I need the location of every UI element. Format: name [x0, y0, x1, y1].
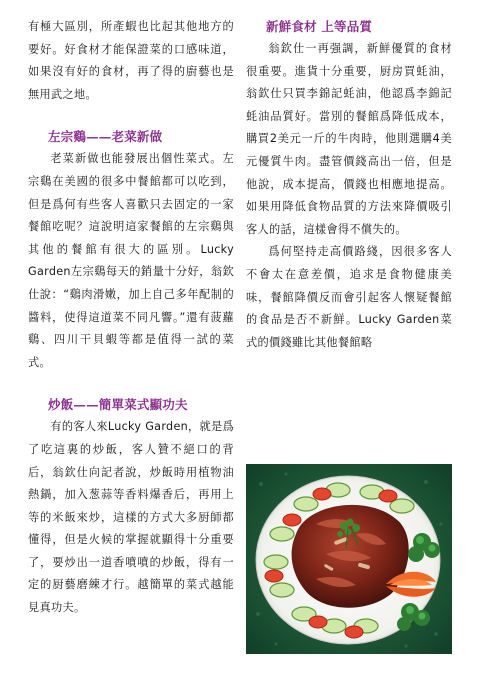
- section-heading-fresh-ingredients: 新鮮食材 上等品質: [266, 19, 373, 34]
- section-heading-zuozong-chicken: 左宗鷄——老菜新做: [48, 129, 163, 145]
- section-heading-fried-rice: 炒飯——簡單菜式顯功夫: [48, 397, 188, 413]
- section-body-fresh-ingredients-1: 翁欽仕一再强調，新鮮優質的食材很重要。進貨十分重要，厨房買蚝油，翁欽仕只買李錦記蚝油，他認爲李錦記蚝油品質好。當別的餐館爲降低成本，購買2美元一斤的牛肉時，他則選購4美元優質牛肉。盡管價錢高出一倍，但是他說，成本提高，價錢也相應地提高。如果用降低食物品質的方法來降價吸引客人的話，這樣會得不償失的。: [246, 42, 452, 236]
- section-body-fried-rice: 有的客人來Lucky Garden，就是爲了吃這裏的炒飯，客人贊不絕口的背后，翁欽仕向記者說，炒飯時用植物油熱鍋，加入葱蒜等香料爆香后，再用上等的米飯來炒，這樣的方式大多厨師都懂得，但是火候的掌握就顯得十分重要了，要炒出一道香噴噴的炒飯，得有一定的厨藝磨練才行。越簡單的菜式越能見真功夫。: [28, 420, 234, 615]
- left-column: [28, 16, 234, 620]
- food-dish-photo: [246, 464, 452, 654]
- intro-paragraph: 有極大區別，所產蝦也比起其他地方的要好。好食材才能保證菜的口感味道，如果沒有好的食材，再了得的廚藝也是無用武之地。: [28, 20, 234, 101]
- right-column: [246, 16, 452, 354]
- section-body-zuozong-chicken: 老菜新做也能發展出個性菜式。左宗鷄在美國的很多中餐館都可以吃到，但是爲何有些客人喜歡只去固定的一家餐館吃呢？這說明這家餐館的左宗鷄與其他的餐館有很大的區別。Lucky Garden左宗鷄每天的銷量十分好，翁欽仕說：“鷄肉滑嫩，加上自己多年配制的醬料，使得這道菜不同凡響。”還有菠蘿鷄、四川干貝蝦等都是值得一試的菜式。: [28, 152, 234, 369]
- section-body-fresh-ingredients-2: 爲何堅持走高價路綫，因很多客人不會太在意差價，追求是食物健康美味，餐館降價反而會引起客人懷疑餐館的食品是否不新鮮。Lucky Garden菜式的價錢雖比其他餐館略: [246, 245, 452, 349]
